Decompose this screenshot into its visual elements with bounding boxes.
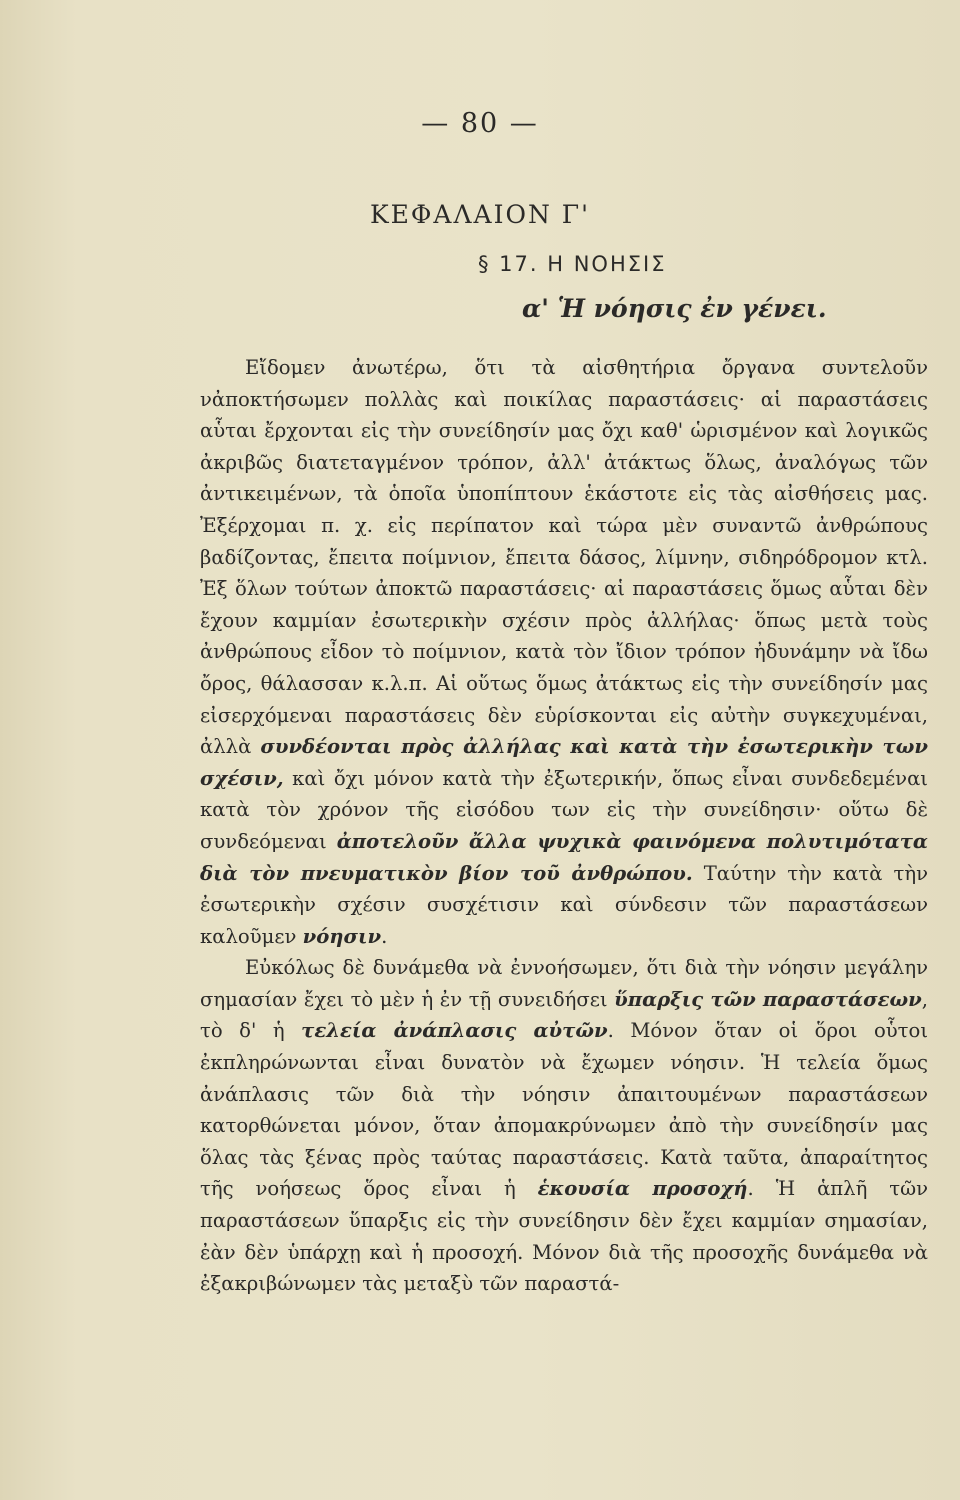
paragraph [200,952,928,1300]
emphasis: τελεία ἀνάπλασις αὐτῶν [301,1019,608,1043]
text-run: . Μόνον ὅταν οἱ ὅροι οὗτοι ἐκπληρώνωνται εἶναι δυνατὸν νὰ ἔχωμεν νόησιν. Ἡ τελεία ὅμως ἀνάπλασις τῶν διὰ τὴν νόησιν ἀπαιτουμένων παραστάσεων κατορθώνεται μόνον, ὅταν ἀπομακρύνωμεν ἀπὸ τὴν συνείδησίν μας ὅλας τὰς ξένας πρὸς ταύτας παραστάσεις. Κατὰ ταῦτα, ἀπαραίτητος τῆς νοήσεως ὅρος εἶναι ἡ [200,1019,928,1201]
text-run: . Ἡ ἁπλῆ τῶν παραστάσεων ὕπαρξις εἰς τὴν συνείδησιν δὲν ἔχει καμμίαν σημασίαν, ἐὰν δὲν ὑπάρχῃ καὶ ἡ προσοχή. Μόνον διὰ τῆς προσοχῆς δυνάμεθα νὰ ἐξακριβώνωμεν τὰς μεταξὺ τῶν παραστά- [200,1177,928,1296]
emphasis: ἑκουσία προσοχή [537,1177,748,1201]
emphasis: ὕπαρξις τῶν παραστάσεων [614,987,922,1011]
text-run: , τὸ δ' ἡ [200,987,928,1043]
text-run: Εἴδομεν ἀνωτέρω, ὅτι τὰ αἰσθητήρια ὄργανα συντελοῦν νἀποκτήσωμεν πολλὰς καὶ ποικίλας παραστάσεις· αἱ παραστάσεις αὗται ἔρχονται εἰς τὴν συνείδησίν μας ὄχι καθ' ὡρισμένον καὶ λογικῶς ἀκριβῶς διατεταγμένον τρόπον, ἀλλ' ἀτάκτως ὅλως, ἀναλόγως τῶν ἀντικειμένων, τὰ ὁποῖα ὑποπίπτουν ἑκάστοτε εἰς τὰς αἰσθήσεις μας. Ἐξέρχομαι π. χ. εἰς περίπατον καὶ τώρα μὲν συναντῶ ἀνθρώπους βαδίζοντας, ἔπειτα ποίμνιον, ἔπειτα δάσος, λίμνην, σιδηρόδρομον κτλ. Ἐξ ὅλων τούτων ἀποκτῶ παραστάσεις· αἱ παραστάσεις ὅμως αὗται δὲν ἔχουν καμμίαν ἐσωτερικὴν σχέσιν πρὸς ἀλλήλας· ὅπως μετὰ τοὺς ἀνθρώπους εἶδον τὸ ποίμνιον, κατὰ τὸν ἴδιον τρόπον ἠδυνάμην νὰ ἴδω ὄρος, θάλασσαν κ.λ.π. Αἱ οὕτως ὅμως ἀτάκτως εἰς τὴν συνείδησίν μας εἰσερχόμεναι παραστάσεις δὲν εὑρίσκονται εἰς αὐτὴν συγκεχυμέναι, ἀλλὰ [200,356,928,759]
text-run: καὶ ὄχι μόνον κατὰ τὴν ἐξωτερικήν, ὅπως εἶναι συνδεδεμέναι κατὰ τὸν χρόνον τῆς εἰσόδου των εἰς τὴν συνείδησιν· οὕτω δὲ συνδεόμεναι [200,766,928,853]
subsection-title: α' Ἡ νόησις ἐν γένει. [522,294,827,323]
text-run: Εὐκόλως δὲ δυνάμεθα νὰ ἐννοήσωμεν, ὅτι διὰ τὴν νόησιν μεγάλην σημασίαν ἔχει τὸ μὲν ἡ ἐν τῇ συνειδήσει [200,956,928,1011]
body-text [200,352,928,1300]
emphasis: συνδέονται πρὸς ἀλλήλας καὶ κατὰ τὴν ἐσωτερικὴν των σχέσιν, [200,735,928,790]
text-run: Ταύτην τὴν κατὰ τὴν ἐσωτερικὴν σχέσιν συσχέτισιν καὶ σύνδεσιν τῶν παραστάσεων καλοῦμεν [200,861,928,948]
chapter-title: ΚΕΦΑΛΑΙΟΝ Γ' [370,200,590,229]
paragraph [200,352,928,952]
page-number: — 80 — [421,108,539,139]
section-title: § 17. Η ΝΟΗΣΙΣ [478,252,667,276]
emphasis: ἀποτελοῦν ἄλλα ψυχικὰ φαινόμενα πολυτιμότατα διὰ τὸν πνευματικὸν βίον τοῦ ἀνθρώπου. [200,829,928,885]
emphasis: νόησιν [302,924,382,948]
text-run: . [381,924,388,948]
